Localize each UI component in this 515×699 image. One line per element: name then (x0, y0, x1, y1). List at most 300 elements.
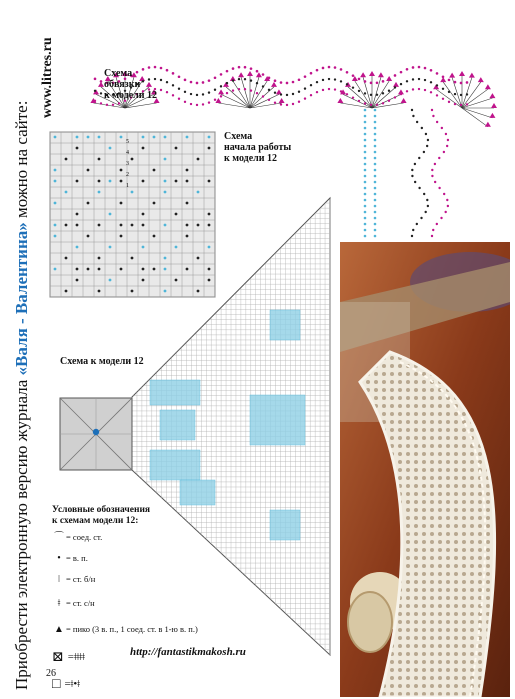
chain-dot (262, 95, 264, 97)
picot-icon (218, 89, 224, 94)
chain-dot (374, 187, 377, 190)
stitch-dot (164, 180, 167, 183)
chain-dot (94, 78, 97, 81)
stitch-dot (76, 136, 79, 139)
chain-dot (374, 127, 377, 130)
motif-block (150, 380, 200, 405)
chain-dot (268, 99, 270, 101)
chain-dot (358, 100, 360, 102)
chain-dot (184, 101, 186, 103)
stitch-dot (109, 246, 112, 249)
chain-dot (334, 66, 337, 69)
chain-dot (346, 93, 348, 95)
chain-dot (94, 90, 96, 92)
chain-dot (280, 93, 282, 95)
chain-dot (374, 211, 377, 214)
chain-dot (220, 85, 222, 87)
chain-dot (214, 76, 217, 79)
chain-dot (460, 104, 462, 106)
stitch-dot (98, 136, 101, 139)
chain-dot (292, 93, 294, 95)
chain-dot (190, 81, 193, 84)
chain-dot (352, 86, 354, 88)
chain-dot (374, 175, 377, 178)
stitch-dot (76, 246, 79, 249)
chain-dot (436, 223, 438, 225)
stitch-dot (186, 169, 189, 172)
stitch-dot (120, 268, 123, 271)
chain-dot (432, 229, 434, 231)
chain-dot (460, 94, 462, 96)
chain-dot (346, 83, 348, 85)
doily-photo (340, 242, 510, 697)
stitch-dot (87, 169, 90, 172)
single-crochet-icon: ǀ (57, 574, 60, 585)
stitch-dot (164, 268, 167, 271)
chain-dot (166, 91, 168, 93)
stitch-dot (131, 257, 134, 260)
picot-icon (271, 82, 277, 87)
chain-dot (172, 84, 174, 86)
stitch-dot (76, 279, 79, 282)
chain-dot (414, 181, 416, 183)
chain-dot (208, 101, 210, 103)
chain-dot (322, 79, 324, 81)
chain-dot (370, 104, 372, 106)
chain-dot (376, 94, 378, 96)
chain-dot (425, 133, 427, 135)
picot-icon (459, 71, 465, 76)
row-number: 2 (126, 172, 129, 178)
chain-dot (382, 92, 384, 94)
chain-dot (374, 151, 377, 154)
chain-dot (310, 94, 312, 96)
chain-dot (364, 115, 367, 118)
chain-dot (374, 163, 377, 166)
fan-stitch (443, 82, 462, 108)
chain-dot (310, 72, 313, 75)
chain-dot (374, 223, 377, 226)
stitch-dot (186, 136, 189, 139)
chain-dot (424, 67, 427, 70)
chain-dot (364, 145, 367, 148)
chain-dot (394, 96, 396, 98)
chain-dot (454, 103, 456, 105)
chain-dot (298, 91, 300, 93)
chain-dot (94, 100, 96, 102)
chain-dot (411, 169, 413, 171)
chain-dot (423, 151, 425, 153)
chain-dot (190, 93, 192, 95)
fan-stitch (462, 108, 492, 118)
stitch-dot (65, 290, 68, 293)
chain-dot (334, 88, 336, 90)
chain-dot (466, 93, 468, 95)
stitch-dot (175, 213, 178, 216)
chain-dot (418, 88, 420, 90)
chain-dot (421, 127, 423, 129)
picot-icon (247, 71, 253, 76)
stitch-dot (65, 158, 68, 161)
chain-dot (426, 145, 428, 147)
picot-icon (485, 84, 491, 89)
chain-dot (202, 93, 204, 95)
chain-dot (374, 229, 377, 232)
chain-dot (184, 91, 186, 93)
stitch-dot (208, 147, 211, 150)
chain-dot (112, 104, 114, 106)
stitch-dot (208, 136, 211, 139)
chain-dot (436, 121, 438, 123)
chain-dot (328, 66, 331, 69)
chain-dot (411, 109, 413, 111)
chain-dot (364, 80, 367, 83)
chain-dot (442, 75, 445, 78)
chain-dot (374, 115, 377, 118)
legend-title: Условные обозначения к схемам модели 12: (52, 505, 151, 526)
chain-dot (431, 175, 433, 177)
chain-dot (440, 217, 442, 219)
chain-dot (172, 94, 174, 96)
chain-dot (432, 115, 434, 117)
chain-dot (426, 199, 428, 201)
chain-dot (256, 92, 258, 94)
chain-dot (334, 78, 336, 80)
chain-dot (388, 77, 391, 80)
row-number: 5 (126, 139, 129, 145)
chain-dot (292, 103, 294, 105)
stitch-dot (142, 268, 145, 271)
chain-dot (431, 169, 433, 171)
stitch-dot (142, 180, 145, 183)
stitch-dot (197, 158, 200, 161)
stitch-dot (131, 224, 134, 227)
chain-dot (232, 89, 234, 91)
chain-dot (388, 100, 390, 102)
stitch-dot (109, 180, 112, 183)
chain-dot (364, 223, 367, 226)
chain-dot (364, 92, 366, 94)
stitch-dot (87, 136, 90, 139)
stitch-dot (197, 257, 200, 260)
legend-item: ▲ = пико (3 в. п., 1 соед. ст. в 1-ю в. п.) (52, 616, 198, 642)
chain-dot (374, 139, 377, 142)
chain-stitch-icon: • (57, 553, 61, 564)
chain-dot (172, 72, 175, 75)
chain-dot (160, 79, 162, 81)
chain-dot (454, 93, 456, 95)
stitch-dot (76, 147, 79, 150)
empty-cell-icon: □ (52, 676, 61, 692)
chain-dot (418, 157, 420, 159)
picot-icon (279, 98, 285, 103)
stitch-dot (153, 136, 156, 139)
stitch-dot (186, 180, 189, 183)
chain-dot (434, 163, 436, 165)
chain-dot (412, 115, 414, 117)
stitch-dot (54, 224, 57, 227)
chain-dot (106, 104, 108, 106)
picot-icon (449, 73, 455, 78)
chain-dot (460, 82, 463, 85)
stitch-dot (142, 246, 145, 249)
filled-cell-icon: ⊠ (52, 649, 64, 665)
chain-dot (166, 81, 168, 83)
chain-dot (232, 79, 234, 81)
chain-dot (316, 69, 319, 72)
stitch-dot (98, 224, 101, 227)
chain-dot (364, 109, 367, 112)
chain-dot (100, 80, 103, 83)
chain-dot (414, 163, 416, 165)
chain-dot (436, 94, 438, 96)
chain-dot (445, 133, 447, 135)
page-number: 26 (46, 668, 56, 679)
chain-dot (346, 71, 349, 74)
chain-dot (166, 69, 169, 72)
chain-dot (374, 217, 377, 220)
chain-dot (442, 88, 444, 90)
chain-dot (370, 94, 372, 96)
chain-dot (364, 199, 367, 202)
chain-dot (298, 78, 301, 81)
chain-dot (430, 91, 432, 93)
picot-icon (369, 71, 375, 76)
chain-dot (400, 93, 402, 95)
stitch-dot (120, 235, 123, 238)
stitch-dot (120, 169, 123, 172)
chain-dot (424, 79, 426, 81)
stitch-dot (76, 224, 79, 227)
chain-dot (316, 91, 318, 93)
center-square (60, 398, 132, 470)
chain-dot (370, 82, 373, 85)
chain-dot (454, 81, 457, 84)
stitch-dot (153, 235, 156, 238)
stitch-dot (186, 202, 189, 205)
chain-dot (374, 205, 377, 208)
chain-dot (100, 102, 102, 104)
chain-dot (340, 80, 342, 82)
picot-icon (489, 93, 495, 98)
picot-icon (378, 72, 384, 77)
picot-icon (401, 98, 407, 103)
chain-dot (286, 94, 288, 96)
chain-dot (374, 157, 377, 160)
chain-dot (374, 235, 377, 238)
stitch-dot (131, 290, 134, 293)
motif-block (160, 410, 195, 440)
chain-dot (424, 89, 426, 91)
stitch-dot (131, 191, 134, 194)
chain-dot (364, 193, 367, 196)
picot-icon (360, 72, 366, 77)
chain-dot (358, 78, 361, 81)
stitch-dot (98, 268, 101, 271)
stitch-dot (197, 290, 200, 293)
chain-dot (292, 81, 295, 84)
stitch-dot (208, 180, 211, 183)
legend (52, 505, 198, 696)
doily-photo-drawing (340, 242, 510, 697)
chain-dot (427, 139, 429, 141)
chain-dot (434, 181, 436, 183)
stitch-dot (65, 257, 68, 260)
chain-dot (274, 92, 276, 94)
chain-dot (364, 187, 367, 190)
chain-dot (328, 88, 330, 90)
chain-dot (322, 67, 325, 70)
stitch-dot (175, 180, 178, 183)
chain-dot (466, 81, 469, 84)
chain-dot (328, 78, 330, 80)
stitch-dot (54, 180, 57, 183)
chain-dot (364, 217, 367, 220)
stitch-dot (208, 279, 211, 282)
chain-dot (364, 175, 367, 178)
chain-dot (382, 80, 385, 83)
stitch-dot (54, 169, 57, 172)
motif-block (150, 450, 200, 480)
chain-dot (374, 133, 377, 136)
stitch-dot (153, 169, 156, 172)
stitch-dot (76, 213, 79, 216)
legend-grid-item (52, 672, 198, 696)
chain-dot (374, 199, 377, 202)
stitch-dot (76, 180, 79, 183)
chain-dot (412, 88, 414, 90)
double-crochet-icon: ǂ (57, 597, 61, 609)
legend-item: • = в. п. (52, 548, 198, 569)
model-chart-label: Схема к модели 12 (60, 356, 144, 367)
chain-dot (208, 79, 211, 82)
chain-dot (418, 187, 420, 189)
chain-dot (442, 98, 444, 100)
chain-dot (244, 66, 247, 69)
stitch-dot (65, 191, 68, 194)
chain-dot (202, 81, 205, 84)
footer-url[interactable]: http://fantastikmakosh.ru (130, 646, 246, 658)
chain-dot (374, 181, 377, 184)
stitch-dot (98, 290, 101, 293)
picot-icon: ▲ (54, 623, 64, 635)
chain-dot (388, 90, 390, 92)
picot-icon (93, 89, 99, 94)
stitch-dot (65, 224, 68, 227)
chain-dot (436, 72, 439, 75)
chain-dot (184, 79, 187, 82)
chain-dot (298, 101, 300, 103)
stitch-dot (120, 202, 123, 205)
chain-dot (196, 104, 198, 106)
chain-dot (118, 102, 120, 104)
chain-dot (178, 88, 180, 90)
chain-dot (447, 139, 449, 141)
chain-dot (238, 66, 241, 69)
stitch-dot (87, 235, 90, 238)
chain-dot (406, 90, 408, 92)
stitch-dot (164, 136, 167, 139)
stitch-dot (208, 268, 211, 271)
stitch-dot (164, 224, 167, 227)
chain-dot (178, 98, 180, 100)
site-link[interactable]: www.litres.ru (40, 37, 55, 118)
side-text-suffix: можно на сайте: (12, 100, 31, 223)
start-chart (50, 132, 215, 297)
stitch-dot (197, 191, 200, 194)
chain-dot (364, 133, 367, 136)
chain-dot (466, 103, 468, 105)
chain-dot (443, 193, 445, 195)
chain-dot (238, 78, 240, 80)
chain-dot (364, 211, 367, 214)
chain-dot (400, 71, 403, 74)
chain-dot (424, 211, 426, 213)
picot-icon (256, 72, 262, 77)
chain-dot (374, 169, 377, 172)
stitch-dot (120, 136, 123, 139)
chain-dot (286, 82, 289, 85)
chain-dot (416, 121, 418, 123)
stitch-dot (109, 213, 112, 216)
chain-dot (374, 121, 377, 124)
chain-dot (196, 94, 198, 96)
picot-icon (485, 122, 491, 127)
chain-dot (431, 109, 433, 111)
stitch-dot (109, 147, 112, 150)
empty-cell-stitches: =ǂ•ǂ (64, 677, 81, 690)
chain-dot (304, 97, 306, 99)
stitch-dot (54, 235, 57, 238)
chain-dot (214, 99, 216, 101)
chain-dot (446, 199, 448, 201)
chain-dot (430, 81, 432, 83)
chain-dot (178, 75, 181, 78)
picot-icon (478, 77, 484, 82)
stitch-dot (164, 290, 167, 293)
chain-dot (238, 88, 240, 90)
chain-dot (352, 74, 355, 77)
stitch-dot (142, 136, 145, 139)
stitch-dot (164, 158, 167, 161)
chain-dot (364, 229, 367, 232)
motif-block (250, 395, 305, 445)
chain-dot (394, 86, 396, 88)
chain-dot (208, 91, 210, 93)
chain-dot (160, 89, 162, 91)
chain-dot (418, 78, 420, 80)
chain-dot (364, 127, 367, 130)
chain-dot (226, 92, 228, 94)
chain-dot (160, 67, 163, 70)
chain-dot (364, 205, 367, 208)
stitch-dot (98, 180, 101, 183)
chain-dot (430, 69, 433, 72)
picot-icon (337, 98, 343, 103)
motif-block (270, 310, 300, 340)
legend-item: ǂ = ст. с/н (52, 590, 198, 616)
chain-dot (412, 66, 415, 69)
chain-dot (374, 193, 377, 196)
chain-dot (447, 205, 449, 207)
stitch-dot (142, 213, 145, 216)
chain-dot (226, 82, 228, 84)
motif-block (180, 480, 215, 505)
chain-dot (411, 175, 413, 177)
stitch-dot (197, 224, 200, 227)
chain-dot (190, 103, 192, 105)
chain-dot (304, 87, 306, 89)
